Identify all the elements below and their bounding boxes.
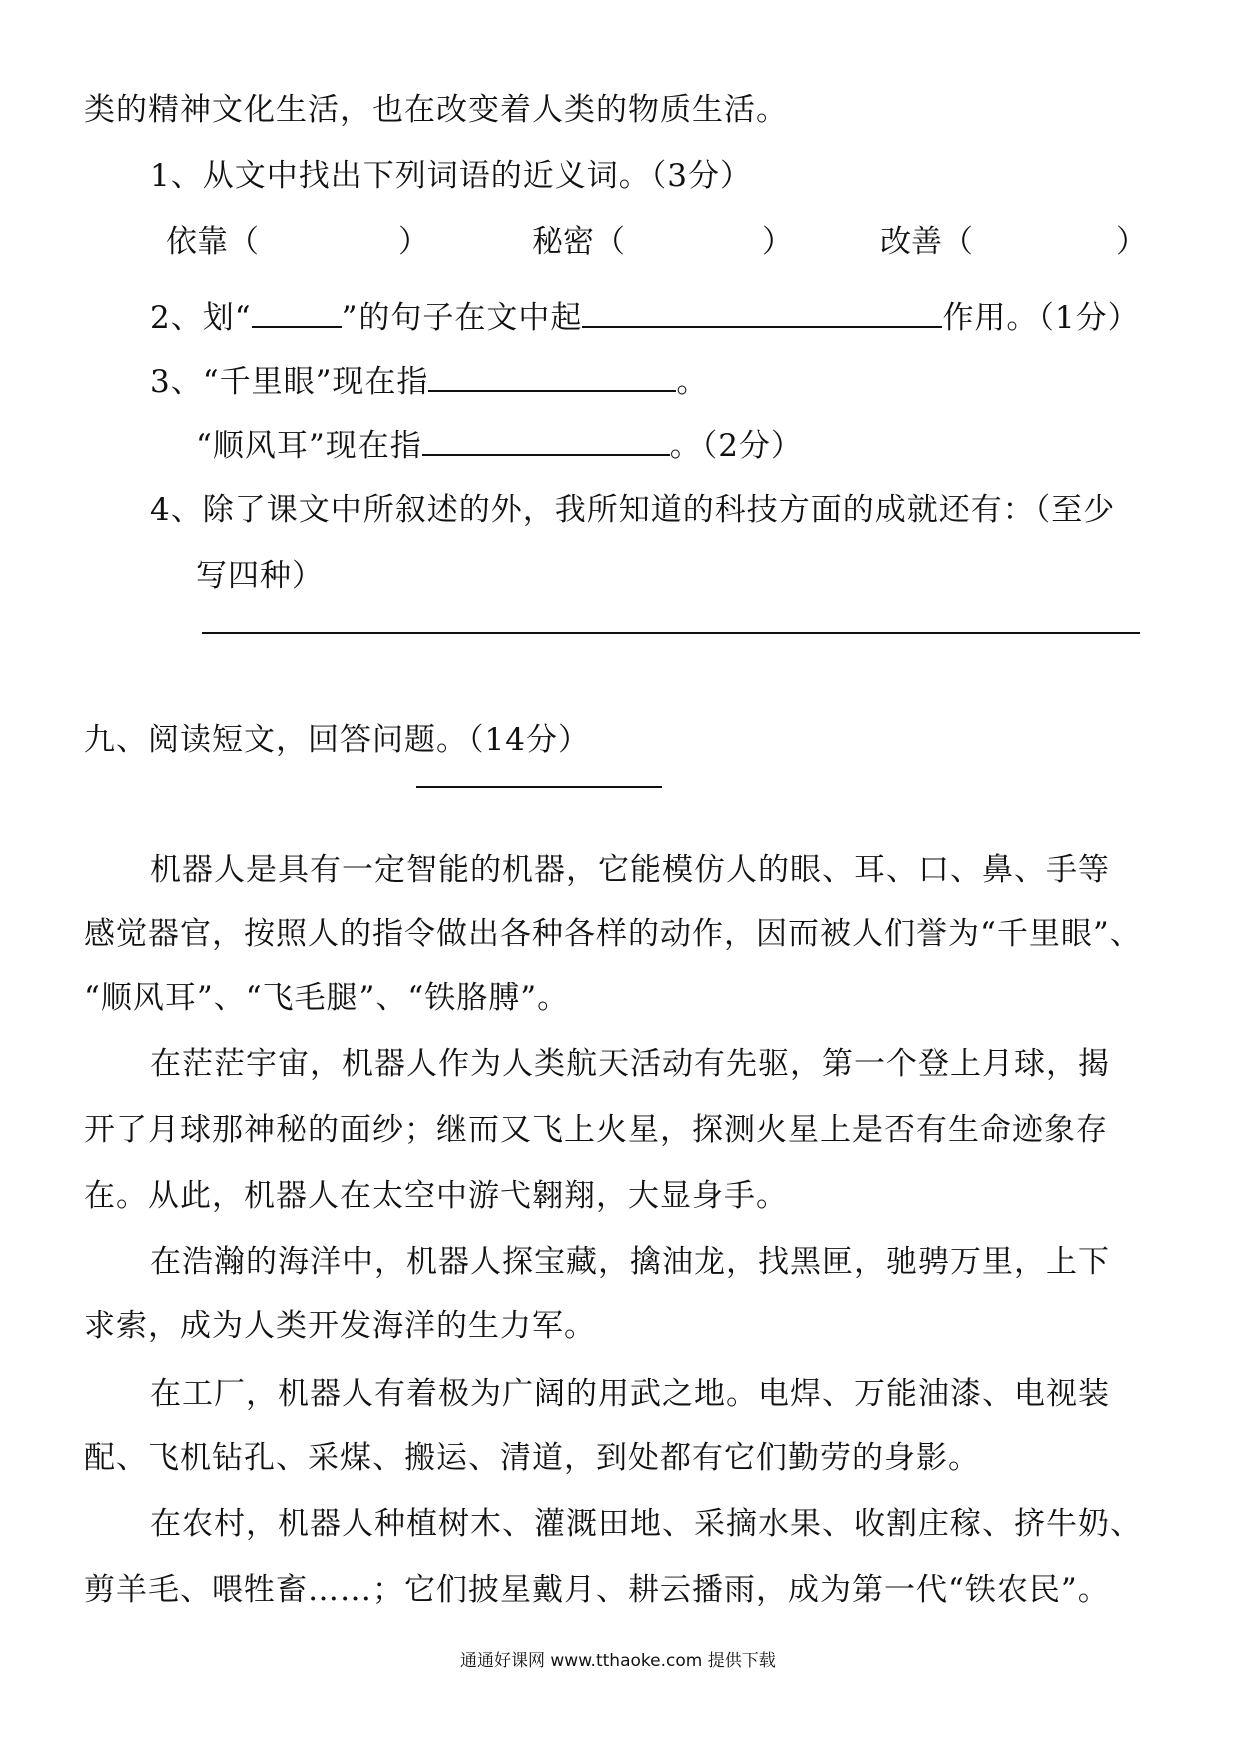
answer-line-4[interactable] bbox=[202, 632, 1140, 634]
question-3-part-c: “顺风耳”现在指 bbox=[196, 428, 422, 464]
passage-line: 在农村，机器人种植树木、灌溉田地、采摘水果、收割庄稼、挤牛奶、 bbox=[150, 1506, 1142, 1542]
question-2-part-b: ”的句子在文中起 bbox=[341, 300, 583, 336]
passage-line: 在茫茫宇宙，机器人作为人类航天活动有先驱，第一个登上月球，揭 bbox=[150, 1046, 1110, 1082]
answer-blank-3b[interactable] bbox=[422, 424, 670, 456]
passage-line: 开了月球那神秘的面纱；继而又飞上火星，探测火星上是否有生命迹象存 bbox=[84, 1112, 1108, 1148]
question-3-part-d: 。（2分） bbox=[669, 428, 803, 464]
synonym-word-3: 改善（ bbox=[880, 224, 973, 260]
question-3-line-1 bbox=[150, 360, 708, 402]
underline-sample bbox=[252, 296, 342, 328]
synonym-close-3: ） bbox=[1116, 224, 1147, 260]
answer-blank-3a[interactable] bbox=[428, 360, 676, 392]
section-9-heading: 九、阅读短文，回答问题。（14分） bbox=[84, 722, 590, 758]
question-2-part-a: 2、划“ bbox=[150, 300, 252, 336]
passage-line: 机器人是具有一定智能的机器，它能模仿人的眼、耳、口、鼻、手等 bbox=[150, 852, 1110, 888]
synonym-close-1: ） bbox=[398, 224, 429, 260]
footer-source: 通通好课网 www.tthaoke.com 提供下载 bbox=[460, 1651, 776, 1671]
passage-line: 在浩瀚的海洋中，机器人探宝藏，擒油龙，找黑匣，驰骋万里，上下 bbox=[150, 1244, 1110, 1280]
question-2-part-c: 作用。（1分） bbox=[942, 300, 1140, 336]
answer-blank-2[interactable] bbox=[582, 296, 942, 328]
question-2 bbox=[150, 296, 1140, 338]
title-blank[interactable] bbox=[416, 786, 662, 788]
passage-line: 在工厂，机器人有着极为广阔的用武之地。电焊、万能油漆、电视装 bbox=[150, 1376, 1110, 1412]
synonym-word-2: 秘密（ bbox=[532, 224, 625, 260]
synonym-close-2: ） bbox=[762, 224, 793, 260]
passage-line: 感觉器官，按照人的指令做出各种各样的动作，因而被人们誉为“千里眼”、 bbox=[84, 916, 1142, 952]
question-4-line-1: 4、除了课文中所叙述的外，我所知道的科技方面的成就还有：（至少 bbox=[150, 492, 1116, 528]
passage-line: 在。从此，机器人在太空中游弋翱翔，大显身手。 bbox=[84, 1178, 788, 1214]
passage-line: “顺风耳”、“飞毛腿”、“铁胳膊”。 bbox=[84, 980, 570, 1016]
passage-line: 配、飞机钻孔、采煤、搬运、清道，到处都有它们勤劳的身影。 bbox=[84, 1440, 980, 1476]
synonym-word-1: 依靠（ bbox=[166, 224, 259, 260]
question-3-line-2 bbox=[196, 424, 803, 466]
passage-line: 求索，成为人类开发海洋的生力军。 bbox=[84, 1308, 596, 1344]
passage-line: 剪羊毛、喂牲畜……；它们披星戴月、耕云播雨，成为第一代“铁农民”。 bbox=[84, 1572, 1110, 1608]
continuation-line: 类的精神文化生活，也在改变着人类的物质生活。 bbox=[84, 92, 788, 128]
question-3-part-a: 3、“千里眼”现在指 bbox=[150, 364, 429, 400]
question-4-line-2: 写四种） bbox=[196, 558, 324, 594]
question-1: 1、从文中找出下列词语的近义词。（3分） bbox=[150, 158, 752, 194]
question-3-part-b: 。 bbox=[676, 364, 709, 400]
